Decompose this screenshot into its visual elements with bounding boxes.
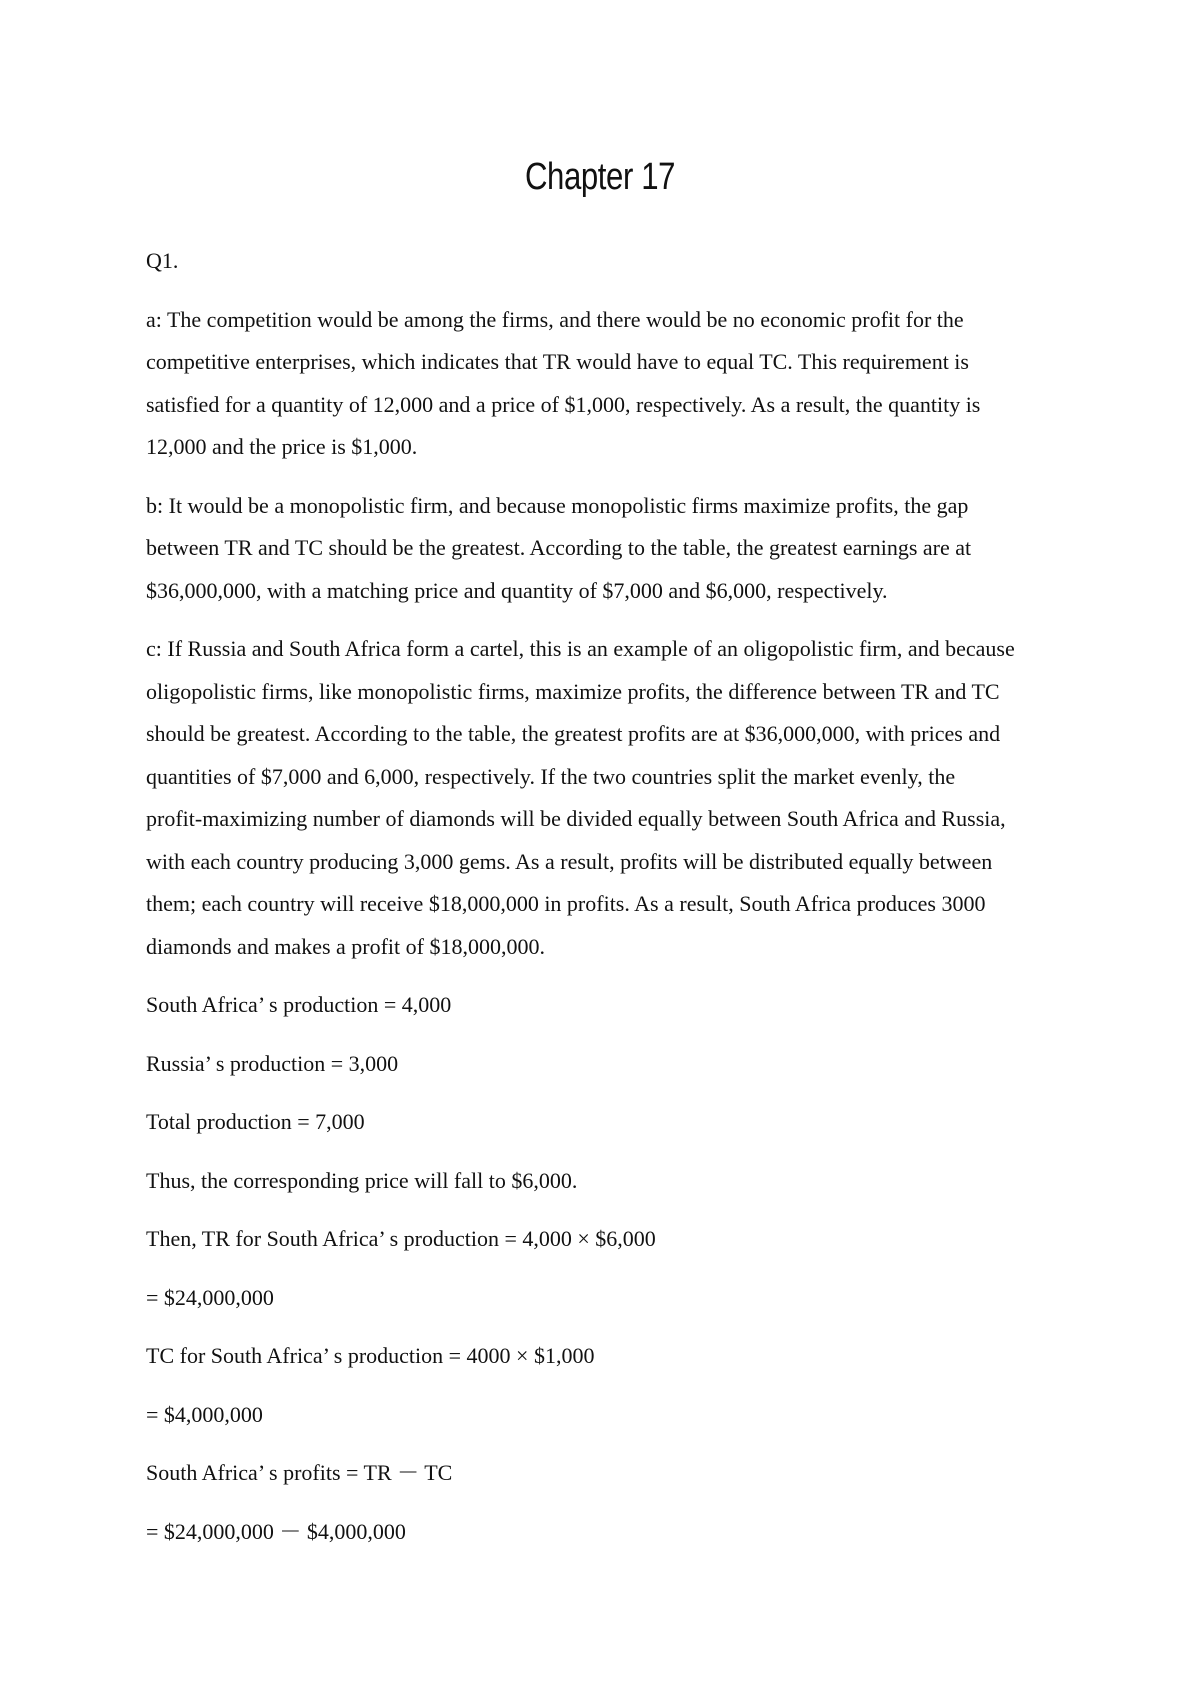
paragraph-line: competitive enterprises, which indicates that TR would have to equal TC. This requirement is: [146, 349, 969, 374]
paragraph-line: profit-maximizing number of diamonds will be divided equally between South Africa and Russia,: [146, 806, 1006, 831]
paragraph-line: a: The competition would be among the firms, and there would be no economic profit for the: [146, 306, 964, 332]
calc-line: Then, TR for South Africa’ s production = 4,000 × $6,000: [146, 1226, 656, 1251]
paragraph-line: c: If Russia and South Africa form a cartel, this is an example of an oligopolistic firm, and because: [146, 636, 1015, 661]
paragraph-b: [146, 485, 1066, 613]
paragraph-line: with each country producing 3,000 gems. As a result, profits will be distributed equally between: [146, 848, 993, 874]
paragraph-line: should be greatest. According to the table, the greatest profits are at $36,000,000, with prices and: [146, 721, 1001, 746]
calc-line: = $4,000,000: [146, 1401, 263, 1427]
paragraph-c: [146, 628, 1066, 968]
paragraph-line: b: It would be a monopolistic firm, and because monopolistic firms maximize profits, the gap: [146, 492, 969, 518]
question-label: Q1.: [146, 248, 179, 273]
page-title: Chapter 17: [524, 156, 676, 198]
calc-line: South Africa’ s profits = TR － TC: [146, 1460, 453, 1485]
paragraph-a: [146, 299, 1066, 469]
calc-line: Russia’ s production = 3,000: [146, 1050, 399, 1076]
paragraph-line: $36,000,000, with a matching price and quantity of $7,000 and $6,000, respectively.: [146, 577, 888, 603]
paragraph-line: between TR and TC should be the greatest. According to the table, the greatest earnings are at: [146, 535, 972, 560]
paragraph-line: diamonds and makes a profit of $18,000,000.: [146, 933, 545, 959]
calc-line: Thus, the corresponding price will fall to $6,000.: [146, 1167, 578, 1193]
paragraph-line: quantities of $7,000 and 6,000, respectively. If the two countries split the market evenly, the: [146, 763, 956, 789]
paragraph-line: 12,000 and the price is $1,000.: [146, 434, 418, 459]
calc-line: Total production = 7,000: [146, 1109, 365, 1134]
paragraph-line: them; each country will receive $18,000,000 in profits. As a result, South Africa produces 3000: [146, 891, 986, 916]
document-body: [146, 240, 1066, 1569]
calc-line: = $24,000,000: [146, 1284, 274, 1310]
paragraph-line: oligopolistic firms, like monopolistic firms, maximize profits, the difference between TR and TC: [146, 678, 1000, 704]
calc-line: South Africa’ s production = 4,000: [146, 992, 452, 1017]
paragraph-line: satisfied for a quantity of 12,000 and a price of $1,000, respectively. As a result, the quantity is: [146, 391, 981, 417]
calc-line: = $24,000,000 － $4,000,000: [146, 1518, 406, 1544]
calc-line: TC for South Africa’ s production = 4000 × $1,000: [146, 1343, 595, 1368]
